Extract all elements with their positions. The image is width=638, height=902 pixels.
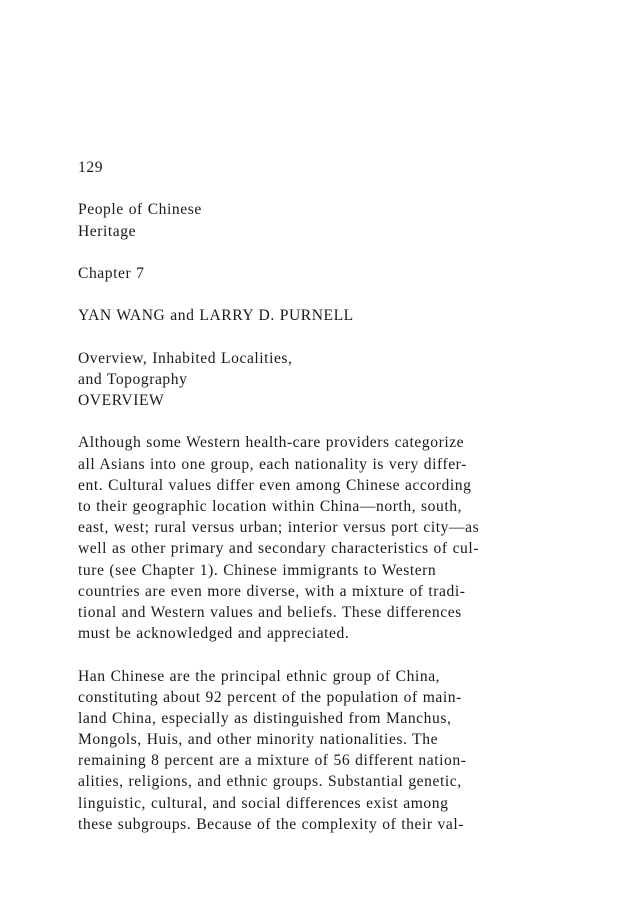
paragraph-line: land China, especially as distinguished from Manchus, [78, 709, 452, 727]
paragraph-line: Mongols, Huis, and other minority nationalities. The [78, 731, 439, 749]
paragraph-line: ture (see Chapter 1). Chinese immigrants to Western [78, 561, 437, 579]
spacer [78, 284, 618, 305]
document-body [78, 157, 618, 835]
section-heading-line: OVERVIEW [78, 392, 165, 410]
title-line: People of Chinese [78, 201, 202, 219]
paragraph-line: tional and Western values and beliefs. These differences [78, 603, 462, 621]
paragraph-line: well as other primary and secondary characteristics of cul- [78, 540, 480, 558]
paragraph-1 [78, 432, 618, 644]
authors: YAN WANG and LARRY D. PURNELL [78, 307, 354, 325]
paragraph-line: countries are even more diverse, with a mixture of tradi- [78, 582, 466, 600]
paragraph-line: Although some Western health-care providers categorize [78, 434, 465, 452]
paragraph-line: Han Chinese are the principal ethnic group of China, [78, 667, 441, 685]
spacer [78, 327, 618, 348]
title-line: Heritage [78, 222, 137, 240]
paragraph-line: these subgroups. Because of the complexity of their val- [78, 815, 464, 833]
page-number: 129 [78, 159, 104, 176]
chapter-label: Chapter 7 [78, 264, 145, 282]
spacer [78, 242, 618, 263]
paragraph-2 [78, 666, 618, 836]
spacer [78, 411, 618, 432]
section-heading-line: and Topography [78, 370, 188, 388]
paragraph-line: all Asians into one group, each nationality is very differ- [78, 455, 467, 473]
paragraph-line: must be acknowledged and appreciated. [78, 625, 350, 643]
spacer [78, 178, 618, 199]
paragraph-line: remaining 8 percent are a mixture of 56 different nation- [78, 752, 467, 770]
paragraph-line: ent. Cultural values differ even among Chinese according [78, 476, 472, 494]
paragraph-line: to their geographic location within China—north, south, [78, 498, 463, 515]
section-heading-line: Overview, Inhabited Localities, [78, 349, 293, 367]
paragraph-line: east, west; rural versus urban; interior versus port city—as [78, 519, 480, 537]
paragraph-line: constituting about 92 percent of the population of main- [78, 688, 462, 706]
paragraph-line: alities, religions, and ethnic groups. Substantial genetic, [78, 773, 462, 791]
paragraph-line: linguistic, cultural, and social differences exist among [78, 794, 449, 812]
spacer [78, 644, 618, 665]
